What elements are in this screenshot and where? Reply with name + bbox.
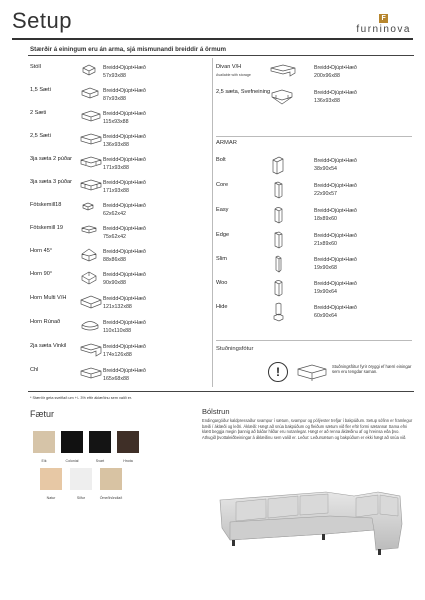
arm-row [216,253,412,275]
unit-row [30,153,210,175]
arm-core-icon [270,180,286,200]
arm-label: Bolt [216,157,226,163]
feet-swatch-label: Silfur [76,496,86,500]
section-divider [216,340,412,341]
arm-label: Slim [216,256,227,262]
corner-45-icon [80,246,98,262]
dims-value: 136x93x88 [103,142,129,148]
dims-label: Breidd•Djúpt•Hæð [103,320,146,326]
arm-row [216,179,412,201]
feet-swatch-label: Hnota [123,459,133,463]
dims-value: 19x90x64 [314,289,337,295]
dims-value: 88x86x88 [103,257,126,263]
dims-value: 87x93x88 [103,96,126,102]
sofa-corner-icon [80,341,102,357]
dims-label: Breidd•Djúpt•Hæð [103,249,146,255]
dims-label: Breidd•Djúpt•Hæð [103,134,146,140]
dims-value: 136x93x88 [314,98,340,104]
brand-name: furninova [356,24,411,35]
unit-row [30,268,210,290]
unit-label: Stóll [30,64,41,70]
dims-label: Breidd•Djúpt•Hæð [103,272,146,278]
dimensions-note: Stærðir á einingum eru án arma, sjá mismunandi breiddir á örmum [30,46,226,53]
sofa-1-5-icon [80,85,100,99]
dims-value: 75x62x42 [103,234,126,240]
brand-mark-icon: F [379,14,388,23]
corner-round-icon [80,317,100,333]
unit-label: Horn Multi V/H [30,295,67,301]
arm-label: Core [216,182,229,188]
dims-label: Breidd•Djúpt•Hæð [103,368,146,374]
feet-swatch [61,431,83,453]
warning-icon: ! [268,362,288,382]
unit-label: Divan V/H Available with storage [216,64,272,79]
feet-swatch [100,468,122,490]
dims-label: Breidd•Djúpt•Hæð [314,183,357,189]
dims-value: 165x68x88 [103,376,129,382]
page-title: Setup [12,8,72,33]
dims-value: 171x93x88 [103,165,129,171]
dims-label: Breidd•Djúpt•Hæð [103,203,146,209]
footnote: * Stærðir geta sveiflað um +/- 3% eftir áklæðinu sem valið er. [30,396,133,400]
dims-label: Breidd•Djúpt•Hæð [314,281,357,287]
unit-label: 2,5 sæta, Svefneining [216,89,271,95]
unit-row [30,292,210,314]
arm-label: Easy [216,207,229,213]
support-foot-text: Stuðningsfótur fyrir öryggi ef hærri einingar sem eru tengdar saman. [332,364,412,375]
dims-value: 110x110x88 [103,328,132,334]
unit-row [30,364,210,386]
unit-row [30,130,210,152]
unit-label: 2,5 Sæti [30,133,51,139]
dims-label: Breidd•Djúpt•Hæð [314,305,357,311]
header-rule [12,38,413,40]
dims-label: Breidd•Djúpt•Hæð [103,296,146,302]
unit-label: 2ja sæta Vinkil [30,343,67,349]
dims-value: 200x96x88 [314,73,340,79]
dims-label: Breidd•Djúpt•Hæð [103,344,146,350]
dims-label: Breidd•Djúpt•Hæð [103,180,146,186]
unit-row [30,245,210,267]
dims-label: Breidd•Djúpt•Hæð [314,257,357,263]
dims-label: Breidd•Djúpt•Hæð [314,90,357,96]
arm-slim-icon [270,254,286,274]
dims-value: 90x90x88 [103,280,126,286]
arm-label: Woo [216,280,228,286]
brand-logo [356,14,411,35]
feet-title: Fætur [30,409,55,419]
unit-row [30,84,210,106]
feet-swatch-label: Eik [41,459,47,463]
chaise-icon [80,365,102,379]
feet-swatch [33,431,55,453]
dims-value: 57x93x88 [103,73,126,79]
support-foot-sofa-icon [296,362,328,382]
unit-row [216,61,412,83]
unit-label: Horn 45° [30,248,53,254]
arm-label: Hide [216,304,228,310]
divan-icon [270,62,296,78]
unit-label: 2 Sæti [30,110,47,116]
unit-note: Available with storage [216,73,251,77]
unit-label: Horn 90° [30,271,53,277]
feet-swatch-label: Natur [46,496,56,500]
sofa-2-icon [80,108,102,122]
unit-label: Fötskemill 19 [30,225,63,231]
section-divider [216,136,412,137]
feet-swatch [117,431,139,453]
dims-label: Breidd•Djúpt•Hæð [103,88,146,94]
dims-value: 19x90x68 [314,265,337,271]
arms-section-title: ARMAR [216,140,237,146]
dims-label: Breidd•Djúpt•Hæð [103,111,146,117]
corner-90-icon [80,269,98,285]
upholstery-title: Bólstrun [202,407,230,416]
chair-icon [80,62,98,76]
dims-value: 38x90x54 [314,166,337,172]
arm-row [216,229,412,251]
dims-label: Breidd•Djúpt•Hæð [103,226,146,232]
sofa-3-three-cushion-icon [80,177,102,191]
dims-value: 60x90x64 [314,313,337,319]
unit-label: Horn Rúnað [30,319,61,325]
dims-value: 121x132x88 [103,304,132,310]
feet-swatch-label: Colonial [65,459,79,463]
dims-value: 115x93x88 [103,119,129,125]
footstool-icon [80,223,98,235]
corner-multi-icon [80,293,102,309]
dims-value: 21x89x60 [314,241,337,247]
corner-sofa-image [206,478,412,560]
upholstery-text: Endingargóður kaldpressaður svampur í sætum, svampur og pólýester trefjar í bakpúðum. Setup sófinn er framlegur bæði í áklæði og leðri. Áklæði: Hægt að snúa bakpúðum og fleiðum sætum við fler eftir formi sætanna! Sama efni klætt beggja megin þannig að báðar hliðar eru notanlegar. Hægt er að renna áklæðinu af og hreinsa eða þvo. Athugið þvottaleiðbeiningar á áklæðinu sem valið er. Leður: Leðursætum og bakpúðum er ekki hægt að snúa við. [202,418,413,440]
sofa-2-5-icon [80,131,102,145]
feet-swatch [40,468,62,490]
unit-label: 3ja sæta 3 púðar [30,179,72,185]
unit-row [30,61,210,83]
unit-label: 3ja sæta 2 púðar [30,156,72,162]
dims-value: 174x126x88 [103,352,132,358]
column-divider [212,58,213,387]
feet-swatch [70,468,92,490]
arm-edge-icon [270,230,286,250]
arm-easy-icon [270,205,286,225]
feet-swatch-label: Svart [95,459,105,463]
unit-row [30,340,210,362]
arm-row [216,204,412,226]
dims-label: Breidd•Djúpt•Hæð [103,157,146,163]
sofa-3-two-cushion-icon [80,154,102,168]
unit-row [216,86,412,108]
footstool-icon [80,200,96,212]
arm-hide-icon [270,302,286,322]
dims-label: Breidd•Djúpt•Hæð [314,65,357,71]
sofa-bed-icon [270,87,294,105]
dims-value: 62x62x42 [103,211,126,217]
arm-row [216,277,412,299]
dims-value: 18x89x60 [314,216,337,222]
dims-value: 171x93x88 [103,188,129,194]
unit-label: Chl [30,367,39,373]
unit-label: 1,5 Sæti [30,87,51,93]
unit-row [30,222,210,244]
arm-label: Edge [216,232,230,238]
unit-row [30,199,210,221]
dims-label: Breidd•Djúpt•Hæð [314,158,357,164]
support-foot-title: Stuðningsfótur [216,346,254,352]
unit-row [30,107,210,129]
dims-value: 22x90x57 [314,191,337,197]
unit-row [30,176,210,198]
arm-woo-icon [270,278,286,298]
dims-label: Breidd•Djúpt•Hæð [314,233,357,239]
dims-label: Breidd•Djúpt•Hæð [314,208,357,214]
unit-label: Fötskemill18 [30,202,62,208]
arm-bolt-icon [270,155,286,175]
arm-row [216,154,412,176]
arm-row [216,301,412,323]
feet-swatch-label: Ómeðhöndlað [99,496,123,500]
feet-swatch [89,431,111,453]
unit-row [30,316,210,338]
dims-label: Breidd•Djúpt•Hæð [103,65,146,71]
